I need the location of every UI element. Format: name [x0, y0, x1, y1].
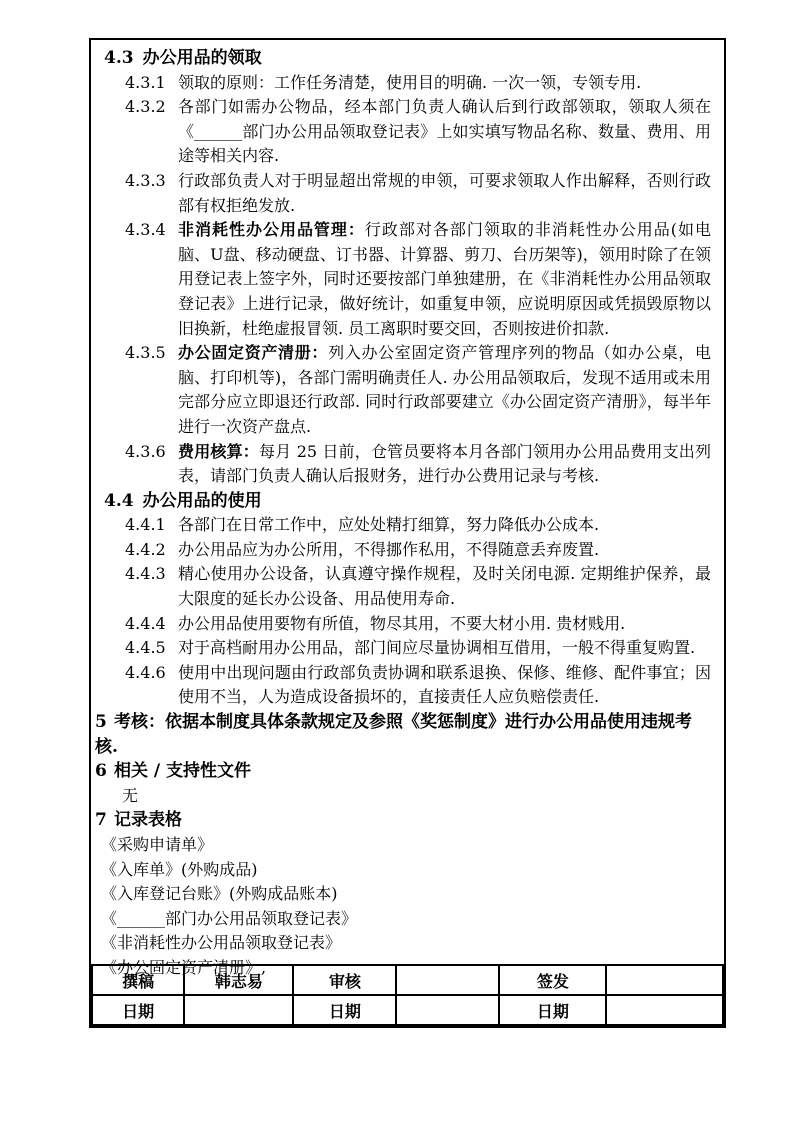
item-4-3-1	[91, 71, 724, 96]
item-4-4-1	[91, 513, 724, 538]
document-content	[91, 40, 724, 981]
record-list-item: 《入库单》(外购成品)	[101, 859, 258, 879]
section-number: 4.3	[104, 48, 134, 68]
item-4-4-4	[91, 612, 724, 637]
item-4-3-3	[91, 169, 724, 218]
date-value-cell	[184, 995, 293, 1025]
drafter-label-cell: 撰稿	[92, 965, 184, 995]
section-heading-7	[91, 808, 724, 833]
section-title: 记录表格	[114, 810, 182, 831]
record-list-item: 《______部门办公用品领取登记表》	[101, 908, 358, 928]
date-label-cell: 日期	[293, 995, 396, 1025]
date-label-cell: 日期	[92, 995, 184, 1025]
item-text: 每月 25 日前，仓管员要将本月各部门领用办公用品费用支出列表，请部门负责人确认后报财务，进行办公费用记录与考核.	[178, 441, 711, 486]
record-list-item: 《采购申请单》	[101, 835, 214, 854]
item-number: 4.3.6	[125, 441, 166, 461]
signoff-row-dates	[92, 995, 723, 1025]
item-4-3-6	[91, 440, 724, 489]
item-number: 4.4.3	[125, 564, 166, 584]
item-4-4-6	[91, 661, 724, 710]
reviewer-value-cell	[396, 965, 499, 995]
signoff-row-names	[92, 965, 723, 995]
item-text: 办公用品应为办公所用，不得挪作私用，不得随意丢弃废置.	[178, 539, 600, 559]
date-value-cell	[396, 995, 499, 1025]
drafter-value-cell: 韩志易	[184, 965, 293, 995]
item-4-3-4	[91, 218, 724, 341]
section-number: 6	[95, 761, 107, 782]
item-text: 办公用品使用要物有所值，物尽其用，不要大材小用. 贵材贱用.	[178, 613, 626, 633]
item-number: 4.4.6	[125, 662, 166, 682]
item-bold-lead: 非消耗性办公用品管理：	[178, 220, 365, 240]
record-list-item: 《办公固定资产清册》,	[101, 957, 267, 977]
section-heading-5	[91, 710, 724, 759]
item-text: 使用中出现问题由行政部负责协调和联系退换、保修、维修、配件事宜；因使用不当，人为造成设备损坏的，直接责任人应负赔偿责任.	[178, 662, 711, 707]
item-number: 4.4.4	[125, 613, 166, 633]
item-text: 行政部对各部门领取的非消耗性办公用品(如电脑、U盘、移动硬盘、订书器、计算器、剪刀、台历架等)，领用时除了在领用登记表上签字外，同时还要按部门单独建册，在《非消耗性办公用品领取登记表》上进行记录，做好统计，如重复申领，应说明原因或凭损毁原物以旧换新，杜绝虚报冒领. 员工离职时要交回，否则按进价扣款.	[178, 220, 711, 338]
section-heading-4-4	[91, 489, 724, 514]
item-number: 4.3.5	[125, 343, 166, 363]
item-4-4-3	[91, 562, 724, 611]
item-text: 精心使用办公设备，认真遵守操作规程，及时关闭电源. 定期维护保养，最大限度的延长办公设备、用品使用寿命.	[178, 564, 711, 609]
section-title: 考核：依据本制度具体条款规定及参照《奖惩制度》进行办公用品使用违规考核.	[95, 712, 692, 757]
item-4-4-5	[91, 636, 724, 661]
document-border-frame	[89, 38, 726, 1028]
item-4-3-5	[91, 341, 724, 439]
item-number: 4.3.1	[125, 72, 166, 92]
item-4-3-2	[91, 95, 724, 169]
section-title: 办公用品的使用	[142, 490, 262, 511]
section-number: 7	[95, 810, 107, 831]
item-number: 4.4.2	[125, 539, 166, 559]
date-label-cell: 日期	[499, 995, 606, 1025]
record-list-item: 《非消耗性办公用品领取登记表》	[101, 933, 342, 953]
item-bold-lead: 费用核算：	[178, 441, 260, 461]
item-number: 4.3.3	[125, 170, 166, 190]
item-number: 4.4.5	[125, 638, 166, 658]
item-number: 4.4.1	[125, 515, 166, 535]
date-value-cell	[606, 995, 723, 1025]
item-text: 领取的原则：工作任务清楚，使用目的明确. 一次一领，专领专用.	[178, 72, 642, 92]
item-4-4-2	[91, 538, 724, 563]
section-6-body: 无	[122, 785, 139, 805]
item-text: 各部门在日常工作中，应处处精打细算，努力降低办公成本.	[178, 515, 600, 535]
item-text: 对于高档耐用办公用品，部门间应尽量协调相互借用，一般不得重复购置.	[178, 638, 696, 658]
section-number: 5	[95, 712, 107, 733]
item-number: 4.3.4	[125, 220, 166, 240]
reviewer-label-cell: 审核	[293, 965, 396, 995]
record-list-item: 《入库登记台账》(外购成品账本)	[101, 884, 338, 904]
item-text: 行政部负责人对于明显超出常规的申领，可要求领取人作出解释，否则行政部有权拒绝发放.	[178, 170, 711, 215]
item-bold-lead: 办公固定资产清册：	[178, 343, 329, 363]
section-number: 4.4	[104, 490, 134, 511]
issuer-label-cell: 签发	[499, 965, 606, 995]
item-text: 列入办公室固定资产管理序列的物品（如办公桌，电脑、打印机等)，各部门需明确责任人. 办公用品领取后，发现不适用或未用完部分应立即退还行政部. 同时行政部要建立《办公固定资产清册》，每半年进行一次资产盘点.	[178, 343, 711, 436]
item-text: 各部门如需办公物品，经本部门负责人确认后到行政部领取，领取人须在《______部门办公用品领取登记表》上如实填写物品名称、数量、费用、用途等相关内容.	[178, 97, 711, 166]
item-number: 4.3.2	[125, 97, 166, 117]
signoff-table	[91, 964, 724, 1026]
issuer-value-cell	[606, 965, 723, 995]
section-title: 办公用品的领取	[142, 48, 262, 68]
section-heading-6	[91, 759, 724, 784]
section-title: 相关 / 支持性文件	[114, 761, 252, 782]
section-heading-4-3	[91, 46, 724, 71]
